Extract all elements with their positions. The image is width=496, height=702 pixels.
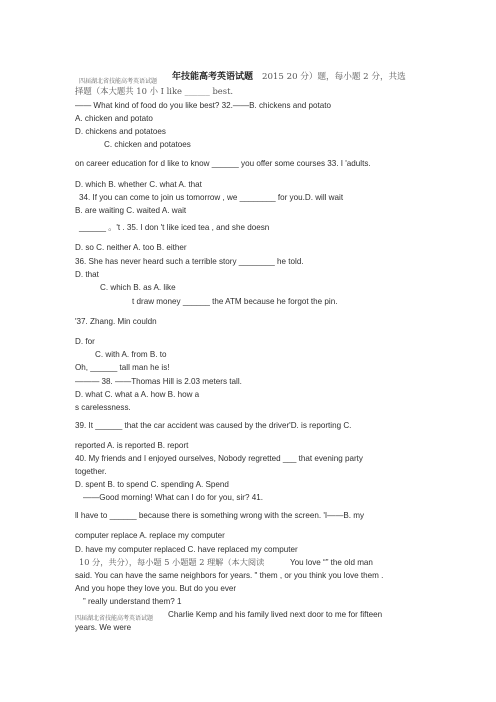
header-small: 四届湖北省技能高考英语试题 — [79, 78, 158, 85]
q37-number: '37. Zhang. Min couldn — [75, 317, 157, 326]
q41-prompt: ll have to ______ because there is something wrong with the screen. 'I——B. my — [75, 511, 365, 520]
q38-prompt: Oh, ______ tall man he is! — [75, 363, 170, 372]
q35-prompt: ______ 。't . 35. I don 't like iced tea , and she doesn — [79, 223, 270, 232]
q36-option-d: D. that — [75, 270, 99, 279]
q41-dialogue: ——Good morning! What can I do for you, sir? 41. — [83, 493, 263, 502]
q37-option-d: D. for — [75, 337, 95, 346]
q34-options: B. are waiting C. waited A. wait — [75, 206, 187, 215]
reading-instructions: 10 分，共分），每小题 5 小题题 2 理解（本大阅读 — [79, 557, 265, 567]
q37-prompt: t draw money ______ the ATM because he forgot the pin. — [132, 297, 338, 306]
passage-line-3: And you hope they love you. But do you ever — [75, 584, 237, 593]
passage-line-4: ” really understand them? 1 — [83, 597, 182, 606]
q38-dialogue: ——— 38. ——Thomas Hill is 2.03 meters tall. — [75, 377, 242, 386]
q39-options: reported A. is reported B. report — [75, 441, 189, 450]
q40-prompt: 40. My friends and I enjoyed ourselves, Nobody regretted ___ that evening party — [75, 454, 363, 463]
q33-prompt: on career education for d like to know ______ you offer some courses 33. I 'adults. — [75, 159, 371, 168]
header-instructions: 2015 20 分）题，每小题 2 分，共选 — [262, 72, 406, 82]
q32-option-c: C. chicken and potatoes — [104, 140, 191, 149]
q40-options: D. spent B. to spend C. spending A. Spend — [75, 480, 229, 489]
passage-line-2: said. You can have the same neighbors for years. " them , or you think you love them . — [75, 571, 384, 580]
q34-prompt: 34. If you can come to join us tomorrow , we ________ for you.D. will wait — [79, 193, 344, 202]
header-title: 年技能高考英语试题 — [172, 72, 254, 82]
q38-options: D. what C. what a A. how B. how a — [75, 390, 200, 399]
q32-prompt: —— What kind of food do you like best? 32.——B. chickens and potato — [75, 101, 331, 110]
q41-option-d-c: D. have my computer replaced C. have replaced my computer — [75, 545, 298, 554]
q32-option-a: A. chicken and potato — [75, 114, 153, 123]
q36-options: C. which B. as A. like — [100, 283, 176, 292]
q36-prompt: 36. She has never heard such a terrible story ________ he told. — [75, 257, 304, 266]
q39-prompt: 39. It ______ that the car accident was caused by the driver'D. is reporting C. — [75, 421, 352, 430]
q41-option-b-a: computer replace A. replace my computer — [75, 531, 225, 540]
passage-line-1: You love “” the old man — [290, 558, 373, 567]
q33-options: D. which B. whether C. what A. that — [75, 180, 202, 189]
q35-options: D. so C. neither A. too B. either — [75, 243, 187, 252]
footer-small: 四届湖北省技能高考英语试题 — [75, 615, 154, 622]
passage-line-5: Charlie Kemp and his family lived next door to me for fifteen — [168, 610, 383, 619]
line-instructions-2: 择题（本大题共 10 小 I like ______ best. — [75, 86, 234, 96]
q32-option-d: D. chickens and potatoes — [75, 127, 166, 136]
q39-tail: s carelessness. — [75, 403, 131, 412]
q37-options: C. with A. from B. to — [95, 350, 167, 359]
passage-line-6: years. We were — [75, 623, 132, 632]
q40-prompt-cont: together. — [75, 467, 107, 476]
